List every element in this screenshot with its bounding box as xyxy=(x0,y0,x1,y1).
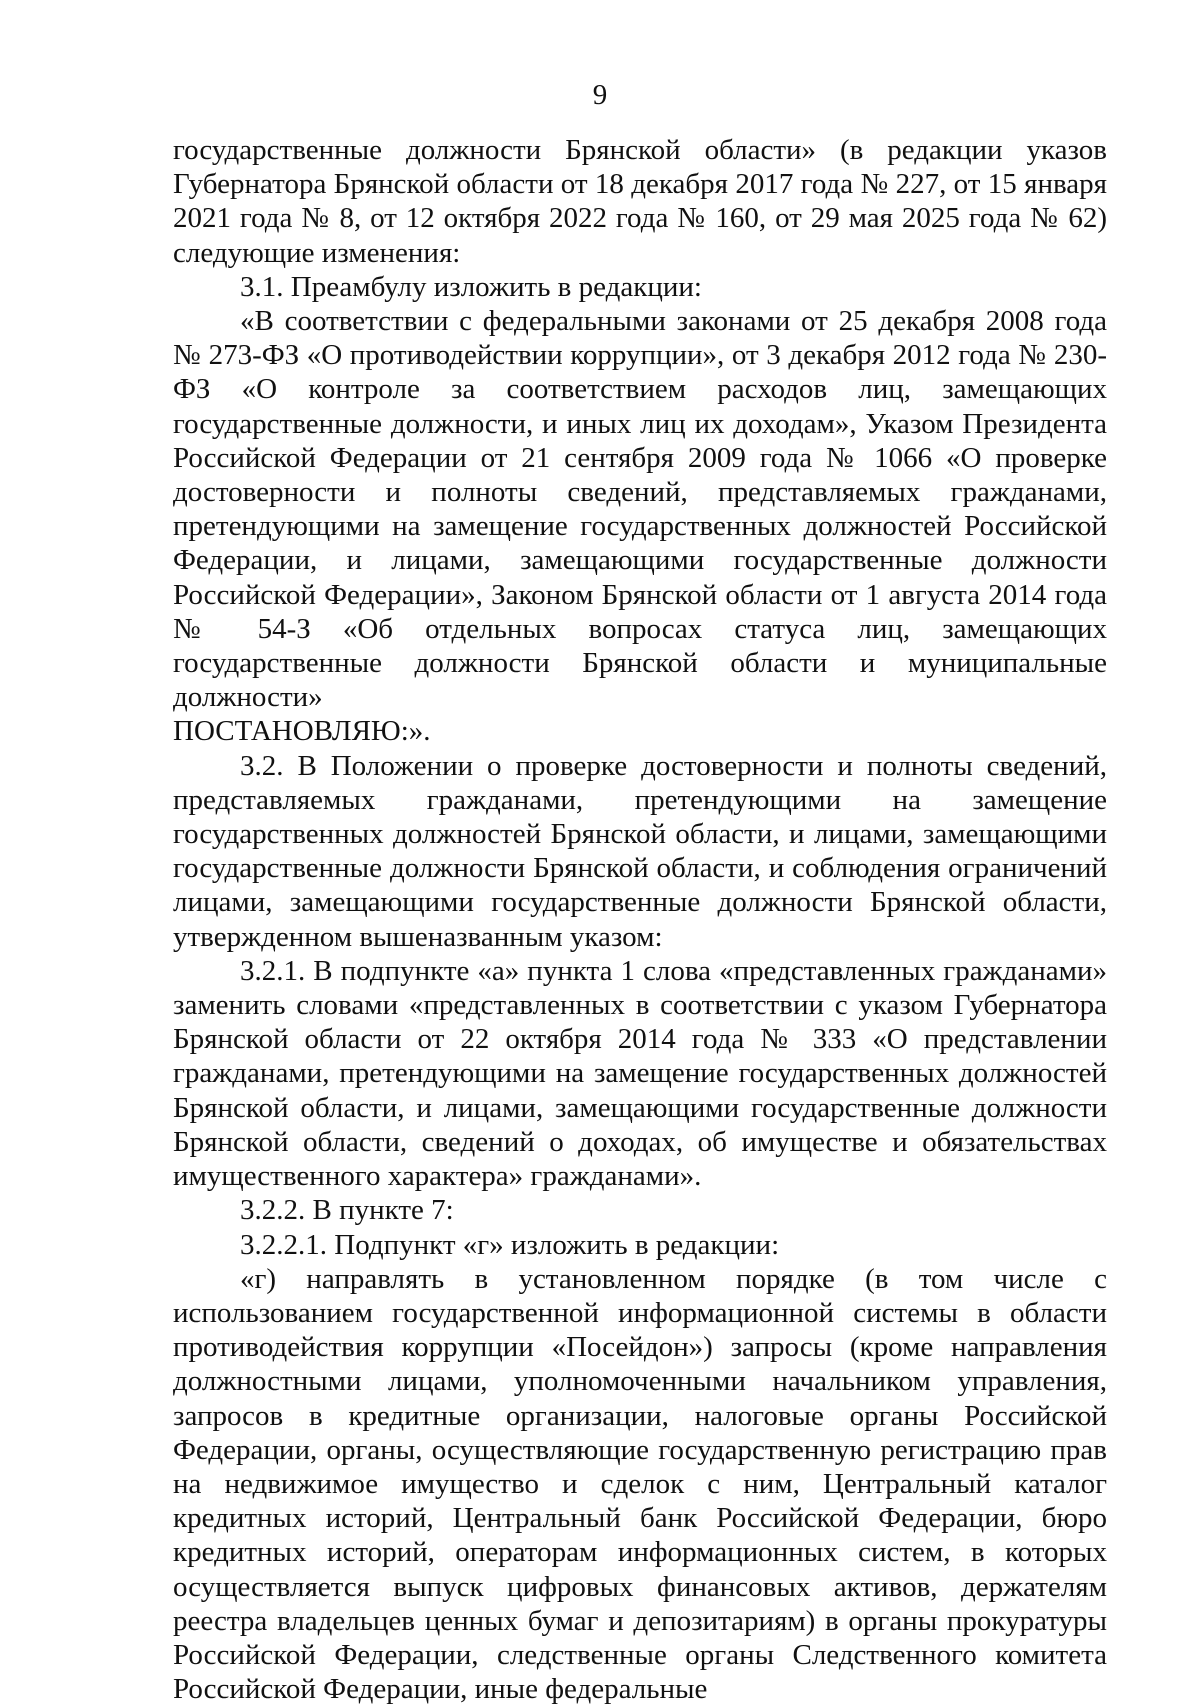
paragraph-postanovlyayu: ПОСТАНОВЛЯЮ:». xyxy=(173,715,431,748)
page-number: 9 xyxy=(592,79,608,111)
paragraph-3-2-2: 3.2.2. В пункте 7: xyxy=(240,1194,454,1227)
paragraph-continuation: государственные должности Брянской области» (в редакции указов Губернатора Брянской области от 18 декабря 2017 года № 227, от 15 января 2021 года № 8, от 12 октября 2022 года № 160, от 29 мая 2025 года № 62) следующие изменения: xyxy=(173,134,1107,269)
paragraph-3-2: 3.2. В Положении о проверке достоверности и полноты сведений, представляемых гражданами, претендующими на замещение государственных должностей Брянской области, и лицами, замещающими государственные должности Брянской области, и соблюдения ограничений лицами, замещающими государственные должности Брянской области, утвержденном вышеназванным указом: xyxy=(173,749,1107,953)
paragraph-3-2-2-1: 3.2.2.1. Подпункт «г» изложить в редакции: xyxy=(240,1228,780,1261)
paragraph-subpoint-g: «г) направлять в установленном порядке (в том числе с использованием государственной информационной системы в области противодействия коррупции «Посейдон») запросы (кроме направления должностными лицами, уполномоченными начальником управления, запросов в кредитные организации, налоговые органы Российской Федерации, органы, осуществляющие государственную регистрацию прав на недвижимое имущество и сделок с ним, Центральный каталог кредитных историй, Центральный банк Российской Федерации, бюро кредитных историй, операторам информационных систем, в которых осуществляется выпуск цифровых финансовых активов, держателям реестра владельцев ценных бумаг и депозитариям) в органы прокуратуры Российской Федерации, следственные органы Следственного комитета Российской Федерации, иные федеральные xyxy=(173,1262,1107,1706)
paragraph-preamble-quote: «В соответствии с федеральными законами от 25 декабря 2008 года № 273-ФЗ «О противодействии коррупции», от 3 декабря 2012 года № 230-ФЗ «О контроле за соответствием расходов лиц, замещающих государственные должности, и иных лиц их доходам», Указом Президента Российской Федерации от 21 сентября 2009 года № 1066 «О проверке достоверности и полноты сведений, представляемых гражданами, претендующими на замещение государственных должностей Российской Федерации, и лицами, замещающими государственные должности Российской Федерации», Законом Брянской области от 1 августа 2014 года № 54-З «Об отдельных вопросах статуса лиц, замещающих государственные должности Брянской области и муниципальные должности» xyxy=(173,305,1107,714)
document-body xyxy=(173,133,1107,1706)
paragraph-3-2-1: 3.2.1. В подпункте «а» пункта 1 слова «представленных гражданами» заменить словами «представленных в соответствии с указом Губернатора Брянской области от 22 октября 2014 года № 333 «О представлении гражданами, претендующими на замещение государственных должностей Брянской области, и лицами, замещающими государственные должности Брянской области, сведений о доходах, об имуществе и обязательствах имущественного характера» гражданами». xyxy=(173,954,1107,1193)
paragraph-3-1: 3.1. Преамбулу изложить в редакции: xyxy=(240,270,702,303)
